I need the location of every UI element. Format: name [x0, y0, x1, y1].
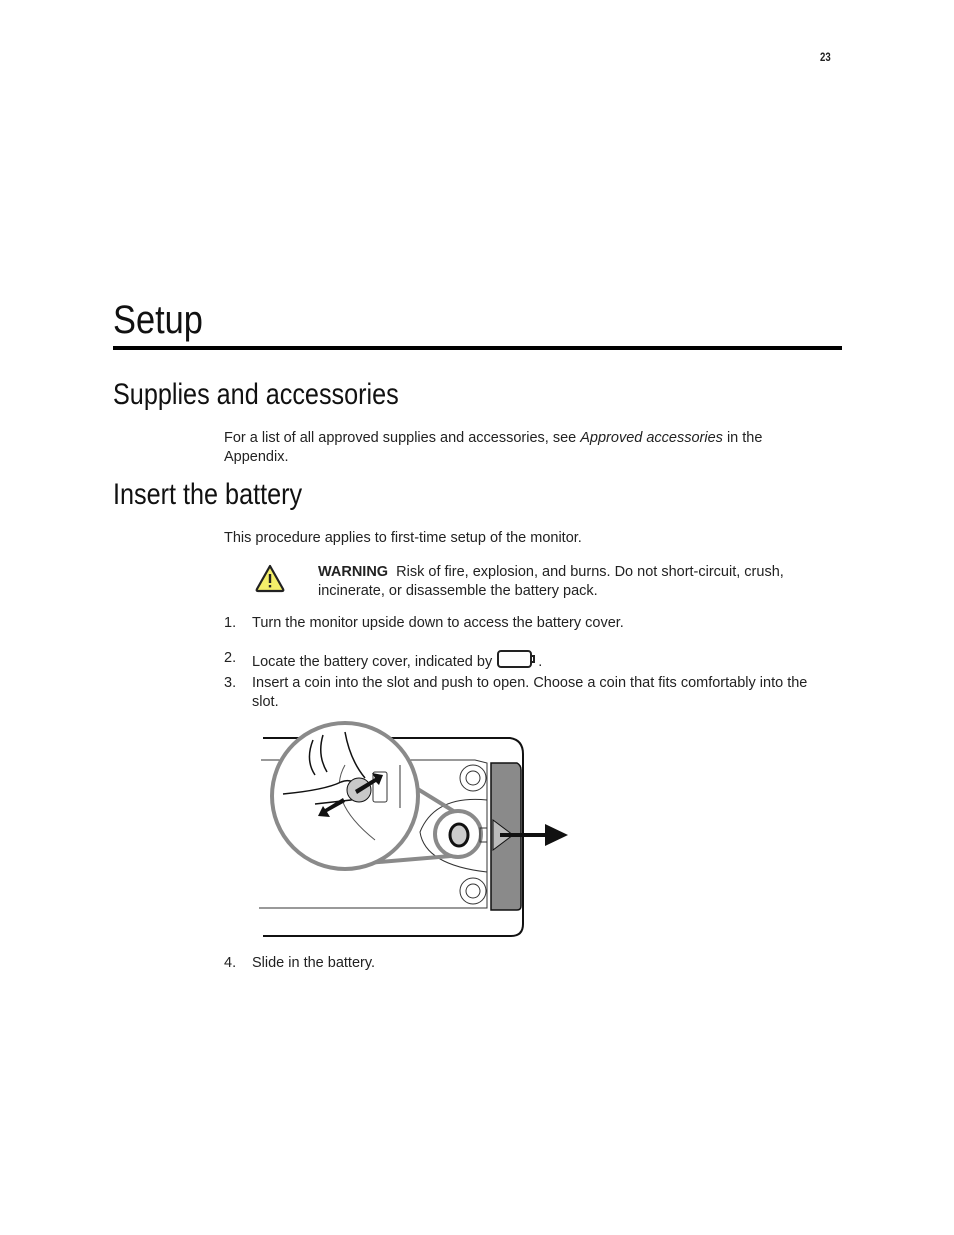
supplies-text-suffix: in the Appendix.: [224, 430, 763, 465]
chapter-title: Setup: [113, 298, 203, 342]
step-number: 3.: [224, 675, 237, 691]
step-number: 2.: [224, 650, 237, 666]
step-text: Turn the monitor upside down to access the battery cover.: [252, 615, 624, 631]
step-suffix: .: [538, 654, 543, 670]
step-text: Locate the battery cover, indicated by: [252, 654, 493, 670]
page-number: 23: [820, 50, 831, 64]
battery-icon: [496, 649, 538, 669]
warning-label: WARNING: [318, 564, 389, 580]
step-text: Insert a coin into the slot and push to open. Choose a coin that fits comfortably into the slot.: [252, 675, 808, 710]
supplies-paragraph: [224, 429, 824, 467]
step-number: 1.: [224, 615, 237, 631]
step-2: [252, 649, 842, 672]
approved-accessories-link[interactable]: Approved accessories: [580, 430, 723, 446]
warning-text: Risk of fire, explosion, and burns. Do not short-circuit, crush, incinerate, or disassemble the battery pack.: [318, 564, 784, 599]
warning-triangle-icon: [254, 563, 286, 593]
step-text: Slide in the battery.: [252, 955, 376, 971]
section-title-battery: Insert the battery: [113, 478, 303, 511]
warning-message: [318, 563, 838, 601]
step-number: 4.: [224, 955, 237, 971]
supplies-text: For a list of all approved supplies and accessories, see: [224, 430, 581, 446]
battery-cover-illustration: [255, 720, 575, 942]
section-title-supplies: Supplies and accessories: [113, 378, 399, 411]
title-rule: [113, 346, 842, 350]
battery-intro: This procedure applies to first-time setup of the monitor.: [224, 530, 582, 546]
